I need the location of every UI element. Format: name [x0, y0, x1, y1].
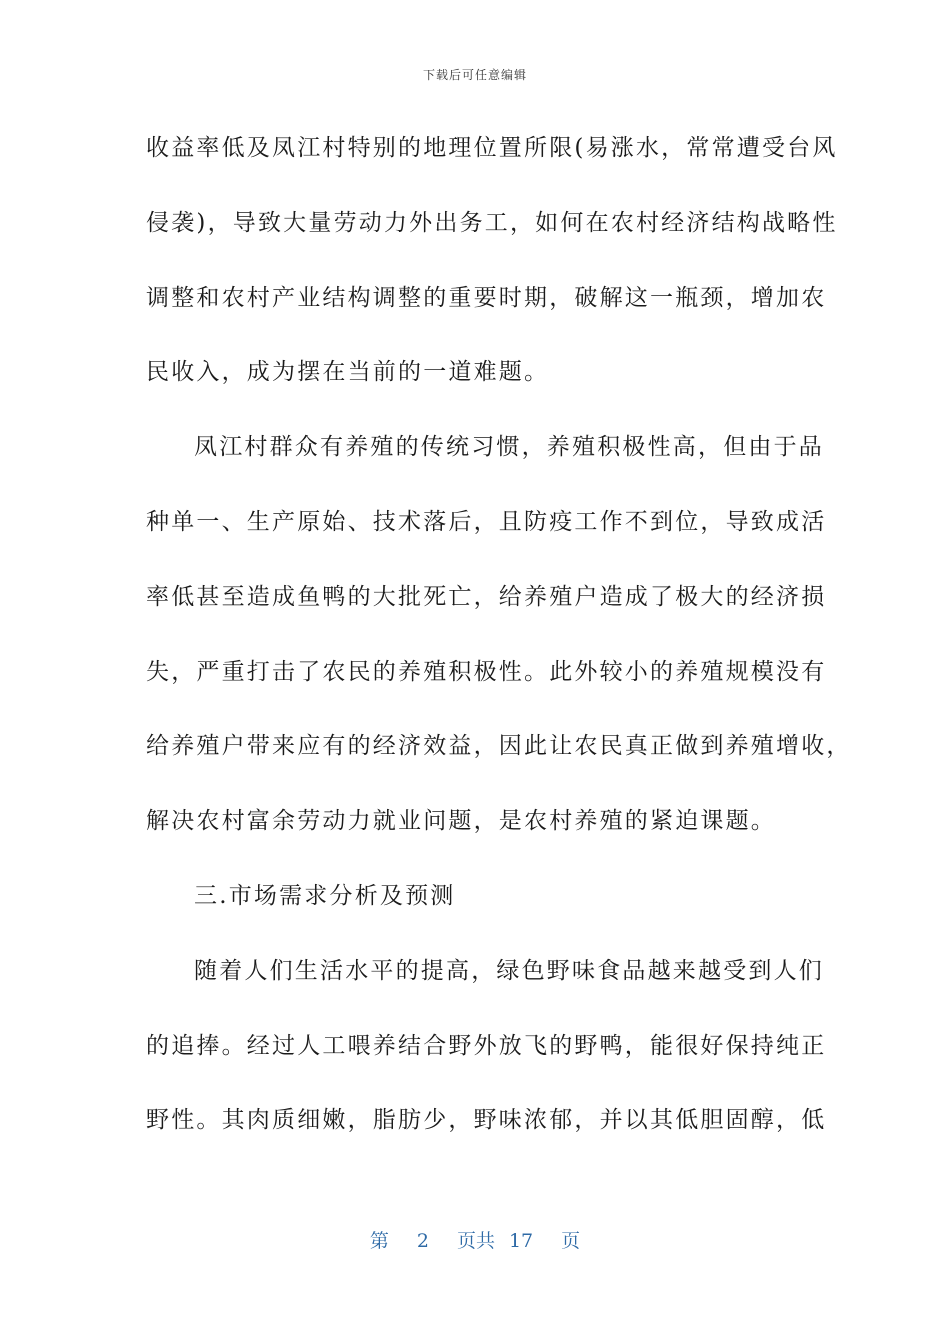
text-line: 收益率低及凤江村特别的地理位置所限(易涨水，常常遭受台风: [146, 135, 838, 161]
text-line: 凤江村群众有养殖的传统习惯，养殖积极性高，但由于品: [194, 434, 824, 461]
current-page-number: 2: [416, 1230, 429, 1252]
text-line: 的追捧。经过人工喂养结合野外放飞的野鸭，能很好保持纯正: [146, 1032, 827, 1059]
footer-prefix: 第: [369, 1230, 389, 1252]
text-line: 野性。其肉质细嫩，脂肪少，野味浓郁，并以其低胆固醇，低: [146, 1107, 827, 1134]
header-note: 下载后可任意编辑: [422, 68, 527, 82]
text-line: 侵袭)，导致大量劳动力外出务工，如何在农村经济结构战略性: [146, 209, 838, 236]
text-line: 率低甚至造成鱼鸭的大批死亡，给养殖户造成了极大的经济损: [146, 583, 827, 610]
text-line: 解决农村富余劳动力就业问题，是农村养殖的紧迫课题。: [146, 808, 776, 835]
section-heading: 三.市场需求分析及预测: [194, 882, 456, 909]
total-pages: 17: [508, 1230, 534, 1252]
footer-middle: 页共: [456, 1230, 495, 1252]
text-line: 种单一、生产原始、技术落后，且防疫工作不到位，导致成活: [146, 508, 827, 535]
text-line: 调整和农村产业结构调整的重要时期，破解这一瓶颈，增加农: [146, 284, 827, 311]
page-footer: [0, 1226, 950, 1253]
text-line: 民收入，成为摆在当前的一道难题。: [146, 359, 550, 386]
footer-suffix: 页: [561, 1230, 581, 1252]
document-body: [146, 122, 852, 1169]
text-line: 失，严重打击了农民的养殖积极性。此外较小的养殖规模没有: [146, 658, 827, 685]
text-line: 随着人们生活水平的提高，绿色野味食品越来越受到人们: [194, 957, 824, 984]
text-line: 给养殖户带来应有的经济效益，因此让农民真正做到养殖增收，: [146, 733, 852, 760]
